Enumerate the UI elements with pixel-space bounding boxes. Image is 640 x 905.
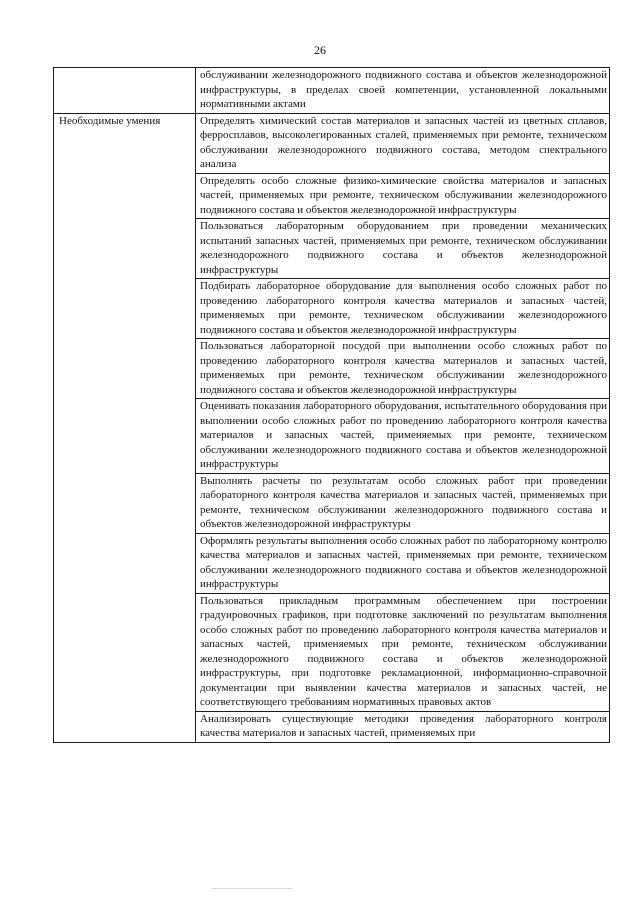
skill-item: Оценивать показания лабораторного оборудования, испытательного оборудования при выполнении особо сложных работ по проведению лабораторного контроля качества материалов и запасных частей, применяемых при ремонте, техническом обслуживании железнодорожного подвижного состава и объектов железнодорожной инфраструктуры (196, 399, 610, 474)
skill-item: Оформлять результаты выполнения особо сложных работ по лабораторному контролю качества материалов и запасных частей, применяемых при ремонте, техническом обслуживании железнодорожного подвижного состава и объектов железнодорожной инфраструктуры (196, 533, 610, 593)
skill-item: Определять химический состав материалов и запасных частей из цветных сплавов, ферросплавов, высоколегированных сталей, применяемых при ремонте, техническом обслуживании железнодорожного подвижного состава, методом спектрального анализа (196, 113, 610, 173)
competency-table (53, 67, 610, 743)
skill-item: Подбирать лабораторное оборудование для выполнения особо сложных работ по проведению лабораторного контроля качества материалов и запасных частей, применяемых при ремонте, техническом обслуживании железнодорожного подвижного состава и объектов железнодорожной инфраструктуры (196, 279, 610, 339)
skill-item: Пользоваться лабораторной посудой при выполнении особо сложных работ по проведению лабораторного контроля качества материалов и запасных частей, применяемых при ремонте, техническом обслуживании железнодорожного подвижного состава и объектов железнодорожной инфраструктуры (196, 339, 610, 399)
skill-item: Пользоваться лабораторным оборудованием при проведении механических испытаний запасных частей, применяемых при ремонте, техническом обслуживании железнодорожного подвижного состава и объектов железнодорожной инфраструктуры (196, 219, 610, 279)
skills-label-cell: Необходимые умения (54, 113, 196, 742)
table-row (54, 68, 610, 114)
page-number: 26 (314, 43, 326, 57)
skill-item: Определять особо сложные физико-химические свойства материалов и запасных частей, применяемых при ремонте, техническом обслуживании железнодорожного подвижного состава и объектов железнодорожной инфраструктуры (196, 173, 610, 219)
table-row (54, 113, 610, 173)
scan-artifact-line (212, 888, 292, 889)
row-text-cell: обслуживании железнодорожного подвижного состава и объектов железнодорожной инфраструктуры, в пределах своей компетенции, установленной локальными нормативными актами (196, 68, 610, 114)
skill-item: Пользоваться прикладным программным обеспечением при построении градуировочных графиков, при подготовке заключений по результатам выполнения особо сложных работ по проведению лабораторного контроля качества материалов и запасных частей, применяемых при ремонте, техническом обслуживании железнодорожного подвижного состава и объектов железнодорожной инфраструктуры, при подготовке рекламационной, информационно-справочной документации при выявлении качества материалов и запасных частей, не соответствующего требованиям нормативных правовых актов (196, 593, 610, 711)
skill-item: Выполнять расчеты по результатам особо сложных работ при проведении лабораторного контроля качества материалов и запасных частей, применяемых при ремонте, техническом обслуживании железнодорожного подвижного состава и объектов железнодорожной инфраструктуры (196, 473, 610, 533)
skill-item: Анализировать существующие методики проведения лабораторного контроля качества материалов и запасных частей, применяемых при (196, 711, 610, 742)
row-label-cell (54, 68, 196, 114)
